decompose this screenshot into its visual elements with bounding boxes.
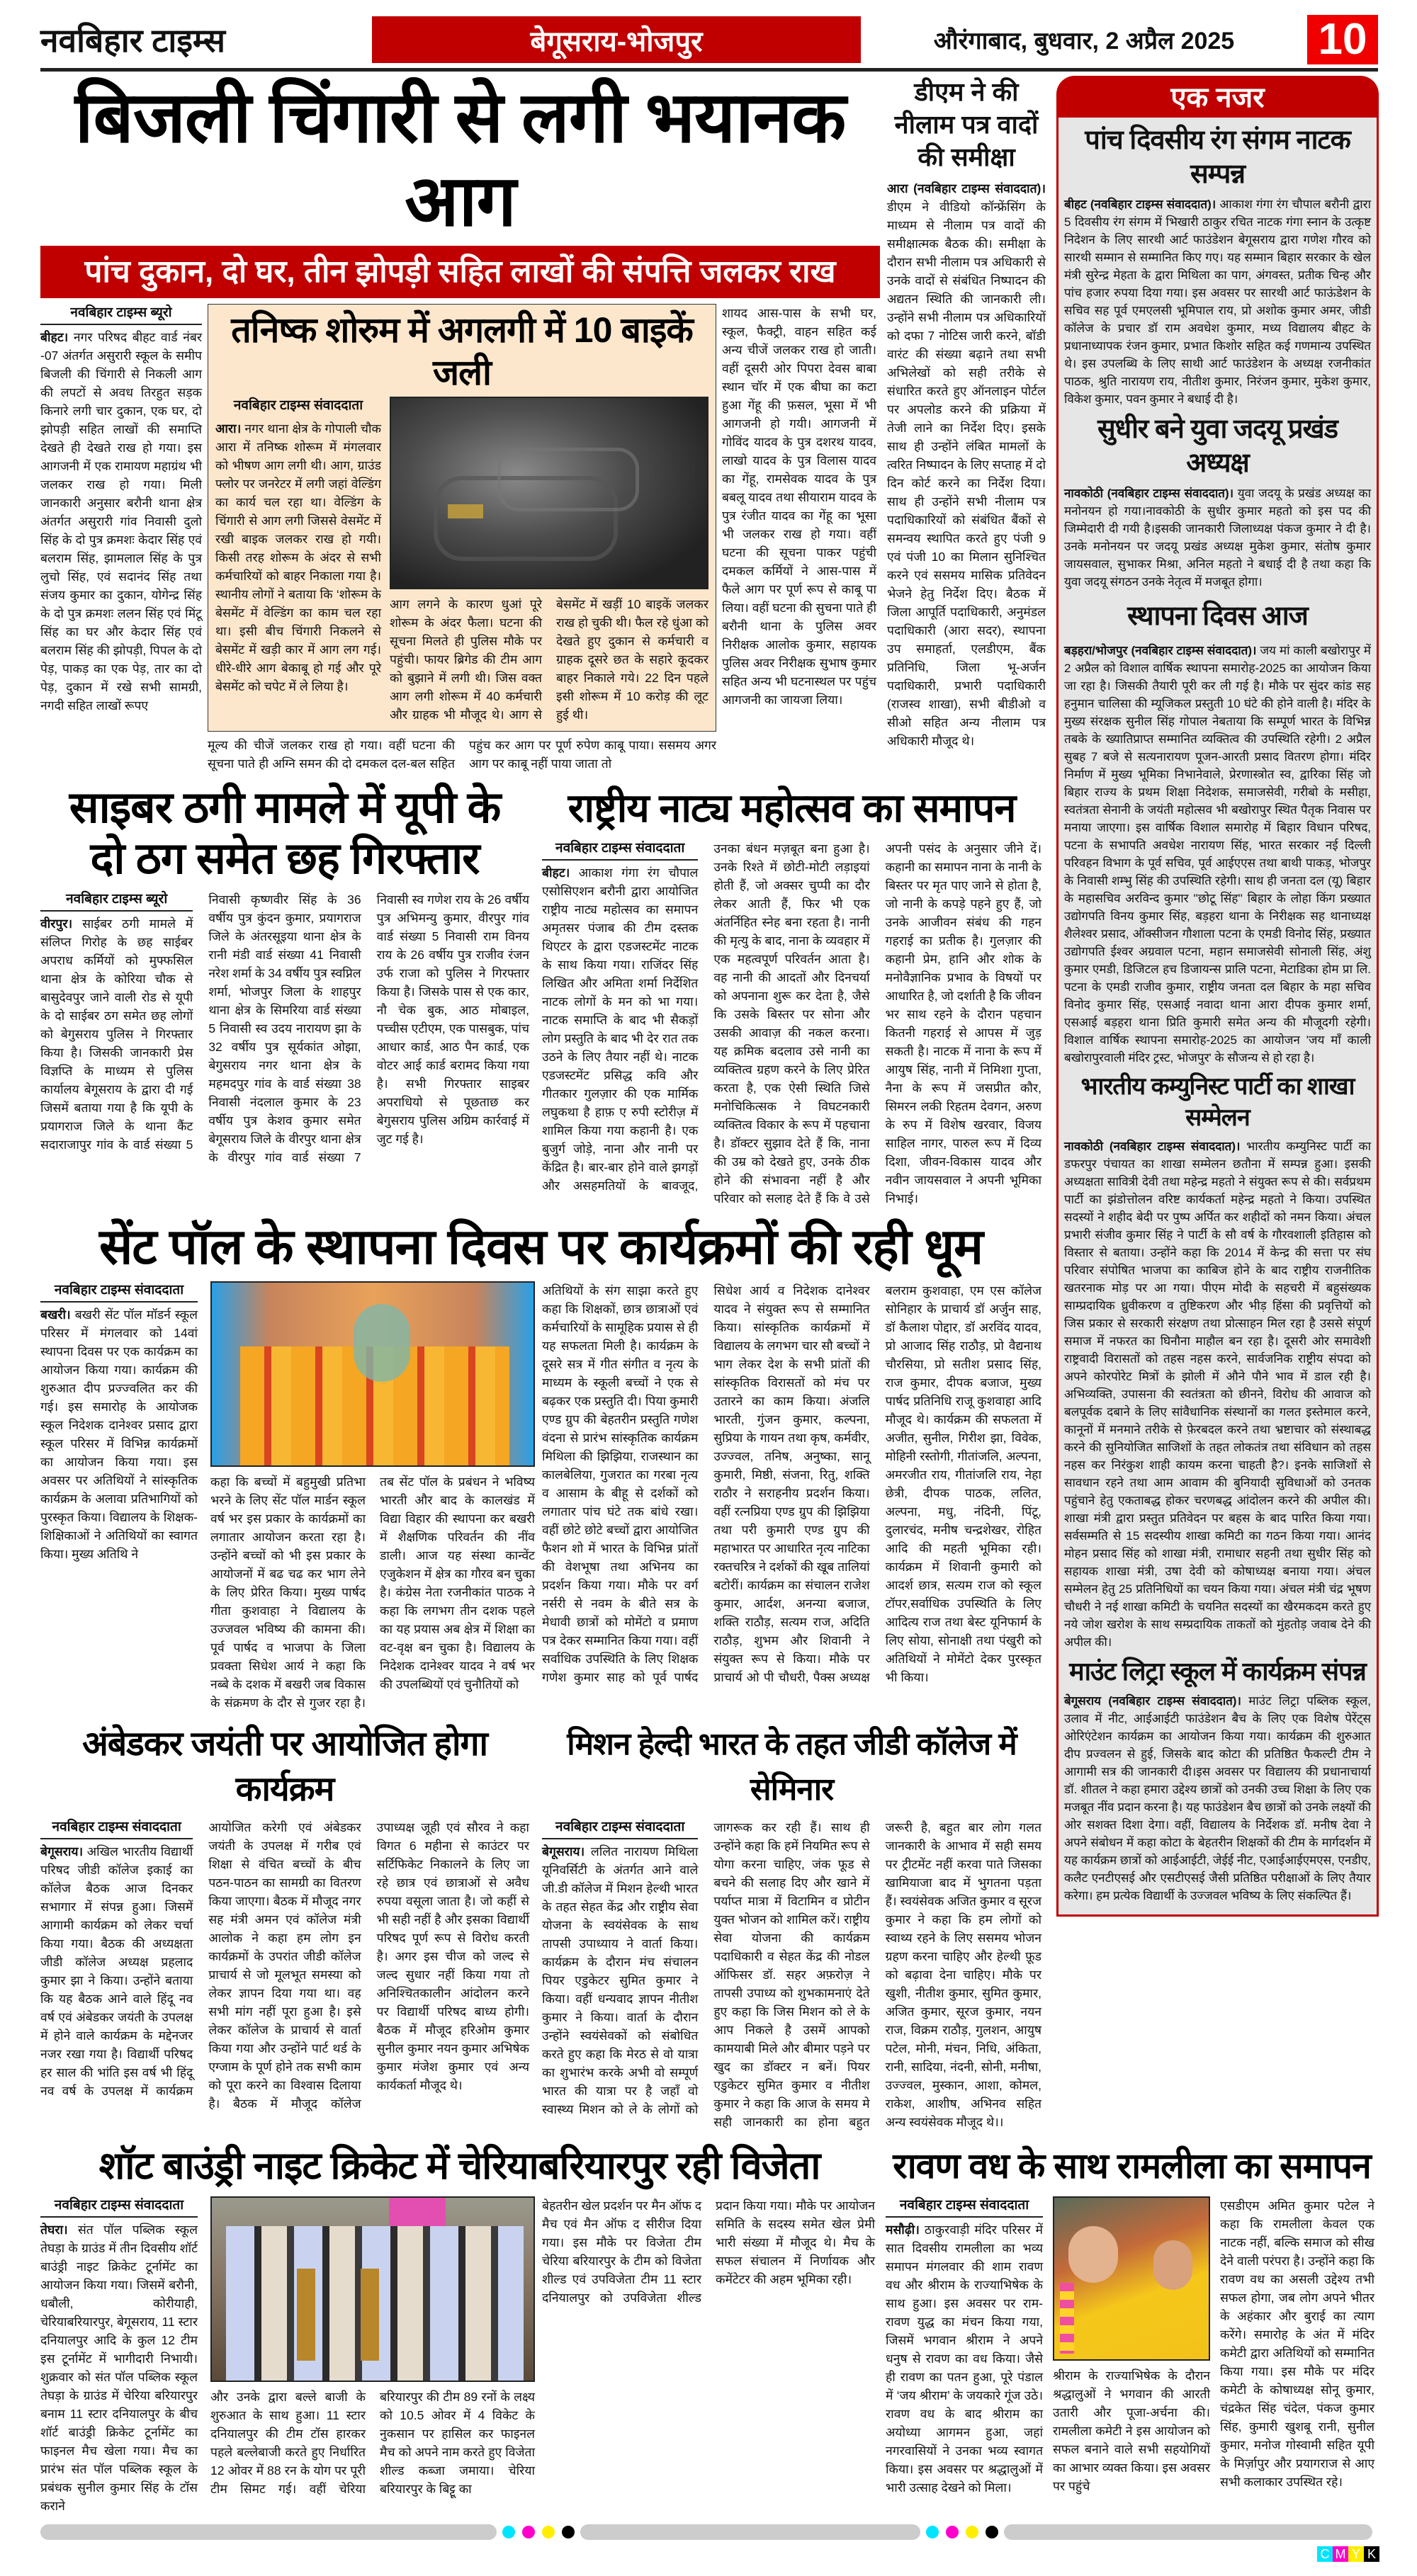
ramleela-headline: रावण वध के साथ रामलीला का समापन <box>893 2146 1371 2186</box>
lead-column-1 <box>40 304 202 715</box>
ambedkar-body <box>40 1818 529 2113</box>
brief-body: भारतीय कम्युनिस्ट पार्टी का डफरपुर पंचायत का शाखा सम्मेलन छतौना में सम्पन्न हुआ। इसकी अध्यक्षता सावित्री देवी तथा महेन्द्र महतो ने संयुक्त रूप से की। सर्वप्रथम पार्टी का झंडोत्तोलन वरिष्ट कार्यकर्ता महेन्द्र महतो ने किया। उपस्थित सदस्यों ने शहीद बेदी पर पुष्प अर्पित कर शहीदों को नमन किया। अंचल प्रभारी संजीव कुमार सिंह ने पार्टी के सौ वर्ष के गौरवशाली इतिहास को विस्तार से बताया। उन्होंने कहा कि 2014 में केन्द्र की सत्ता पर संघ परिवार संपोषित भाजपा का काबिज होने के बाद राष्ट्रीय राजनीतिक खतरनाक मोड़ पर आ गया। पीएम मोदी के सहचरी में बहुसंख्यक साम्प्रदायिक ध्रुवीकरण व तुष्टिकरण और भीड़ हिंसा की प्रवृत्तियों को जिस प्रकार से सरकारी संरक्षण तथा प्रोत्साहन मिल रहा है उससे संपूर्ण समाज में नफरत का घिनौना माहौल बन रहा है। दूसरी ओर समावेशी राष्ट्रवादी विरासतों को तहस नहस करने, सार्वजनिक राष्ट्रीय संपदा को अपने कोरपोरेट मित्रों के झोली में औने पौने भाव में डाल रही है। अभिव्यक्ति, उपासना की स्वतंत्रता को छीनने, विरोध की आवाज को बलपूर्वक दबाने के लिए सांवैधानिक संस्थानों का गलत इस्तेमाल करने, कानूनों में मनमाने तरीके से फ़ेरबदल करने तथा भ्रष्टाचार को संस्थाबद्ध करने की सुनियोजित साजिशों के तहत लोकतंत्र तथा संविधान को तहस नहस कर निरंकुश शाही कायम करना चाहती है?। इनके साजिशों से सावधान रहने तथा आम आवाम की बुनियादी सुविधाओं को उनतक पहुंचाने हेतु एकताबद्ध होकर चरणबद्ध आंदोलन करने की अपील की। शाखा मंत्री द्वारा प्रस्तुत प्रतिवेदन पर बहस के बाद पारित किया गया।सर्वसम्मति से 15 सदस्यीय शाखा कमिटी का गठन किया गया। आनंद मोहन प्रसाद सिंह को शाखा मंत्री, रामाधार सहनी तथा सुधीर सिंह को सहायक शाखा मंत्री, उषा देवी को कोषाध्यक्ष बनाया गया। अंचल सम्मेलन हेतु 25 प्रतिनिधियों का चयन किया गया। अंचल मंत्री चंद्र भूषण चौधरी ने नई शाखा कमिटी के चयनित सदस्यों का खैरमकदम करते हुए नये जोश खरोश के साथ सम्प्रदायिक ताकतों को मुंहतोड़ जवाब देने की अपील की। <box>1064 1140 1371 1649</box>
brief-item <box>1064 1655 1371 1905</box>
brief-item <box>1064 123 1371 408</box>
stpaul-column-right: अतिथियों के संग साझा करते हुए कहा कि शिक्षकों, छात्र छात्राओं एवं कर्मचारियों के सामूहिक प्रयास से ही यह सफलता मिली है। कार्यक्रम के दूसरे सत्र में गीत संगीत व नृत्य के माध्यम के स्कूली बच्चों ने एक से बढ़कर एक प्रस्तुति दी। पिया कुमारी एण्ड ग्रुप की बेहतरीन प्रस्तुति गणेश वंदना से प्रारंभ सांस्कृतिक कार्यक्रम मिथिला की झिझिया, राजस्थान का कालबेलिया, गुजरात का गरबा नृत्य व आसाम के बीहू से दर्शकों को लगातार पांच घंटे तक बांधे रखा। वहीं छोटे छोटे बच्चों द्वारा आयोजित फैशन शो में भारत के विभिन्न प्रांतों की वेशभूषा तथा अभिनय का प्रदर्शन किया गया। मौके पर वर्ग नर्सरी से नवम के बीते सत्र के मेधावी छात्रों को मोमेंटो व प्रमाण पत्र देकर सम्मानित किया गया। वहीं सर्वाधिक उपस्थिति के लिए शिक्षक गणेश कुमार साह को पूर्व पार्षद सिधेश आर्य व निदेशक दानेश्वर यादव ने संयुक्त रूप से सम्मानित किया। सांस्कृतिक कार्यक्रमों में विद्यालय के लगभग चार सौ बच्चों ने भाग लेकर देश के सभी प्रांतों की सांस्कृतिक विरासतों को मंच पर उतारने का काम किया। अंजलि भारती, गुंजन कुमार, कल्पना, सुप्रिया के गायन तथा कृष, कर्मवीर, उज्ज्वल, तनिष, अनुष्का, सानू कुमारी, मिष्ठी, संजना, रितु, शक्ति राठौर ने सराहनीय प्रदर्शन किया। वहीं रत्नप्रिया एण्ड ग्रुप की झिझिया तथा परी कुमारी एण्ड ग्रुप की महाभारत पर आधारित नृत्य नाटिका रक्तचरित्र ने दर्शकों की खूब तालियां बटोरीं। कार्यक्रम का संचालन राजेश कुमार, आर्दश, अनन्या बजाज, शक्ति राठौड़, सत्यम राज, अदिति राठौड़, शुभम और शिवानी ने संयुक्त रूप से किया। मौके पर प्राचार्य ओ पी चौधरी, पैक्स अध्यक्ष बलराम कुशवाहा, एम एस कॉलेज सोनिहार के प्राचार्य डॉ अर्जुन साह, डॉ कैलाश पोद्दार, डॉ अरविंद यादव, प्रो आजाद सिंह राठौड़, प्रो वैद्यनाथ चौरसिया, प्रो सतीश प्रसाद सिंह, राज कुमार, दीपक बजाज, मुख्य पार्षद प्रतिनिधि राजू कुशवाहा आदि मौजूद थे। कार्यक्रम की सफलता में अजीत, सुनील, गिरीश झा, विवेक, मोहिनी रस्तोगी, गीतांजलि, अल्पना, अमरजीत राय, गीतांजलि राय, नेहा छेत्री, दीपक पाठक, ललित, अल्पना, मधु, नंदिनी, पिंटू, दुलारचंद, मनीष चन्द्रशेखर, रोहित आदि की महती भूमिका रही। कार्यक्रम में शिवानी कुमारी को आदर्श छात्र, सत्यम राज को स्कूल टॉपर,सर्वाधिक उपस्थिति के लिए आदित्य राज तथा बेस्ट यूनिफार्म के लिए सोया, सोनाक्षी तथा पंखुरी को अतिथियों ने मोमेंटो देकर पुरस्कृत भी किया। <box>542 1283 1041 1684</box>
brief-dateline: बड़हरा/भोजपुर (नवबिहार टाइम्स संवाददात)। <box>1064 644 1257 657</box>
trophy-ceremony-photo <box>210 2196 535 2382</box>
stpaul-column-left <box>40 1281 198 1563</box>
cmyk-y: Y <box>1348 2546 1364 2562</box>
natya-headline: राष्ट्रीय नाट्य महोत्सव का समापन <box>568 785 1016 830</box>
stpaul-dateline: बखरी। <box>40 1307 71 1322</box>
lead-column-3: शायद आस-पास के सभी घर, स्कूल, फैक्ट्री, वाहन सहित कई अन्य चीजें जलकर राख हो जाती। वहीं दूसरी ओर पिपरा देवस बाबा स्थान चॉर में एक बीघा का कटा हुआ गेंहू की फ़सल, भूसा में भी आगजनी हो गयी। आगजनी में गोविंद यादव के पुत्र दशरथ यादव, लाखो यादव के पुत्र विलास यादव का गेंहू, रामसेवक यादव के पुत्र बबलू यादव तथा सीयाराम यादव के पुत्र रंजीत यादव का गेंहू का भूसा भी जलकर राख हो गया। वहीं घटना की सूचना पाकर पहुंची दमकल कर्मियों ने आस-पास में फैले आग पर पूर्ण रूप से काबू पा लिया। वहीं घटना की सुचना पाते ही बरौनी थाना के पुलिस अवर निरीक्षक आलोक कुमार, सहायक पुलिस अवर निरीक्षक सुभाष कुमार सहित अन्य भी घटनास्थल पर पहुंच आगजनी का जायजा लिया। <box>722 306 876 707</box>
cyber-text: साईबर ठगी मामले में संलिप्त गिरोह के छह साईबर अपराध कर्मियों को मुफ्फसिल थाना क्षेत्र के कोरिया चौक से बासुदेवपुर जाने वाली रोड से यूपी के दो साईबर ठग समेत छह लोगों को बेगुसराय पुलिस ने गिरफ्तार किया है। जिसकी जानकारी प्रेस विज्ञप्ति के माध्यम से पुलिस कार्यालय बेगूसराय के द्वारा दी गई जिसमें बताया गया है कि यूपी के प्रयागराज जिले के थाना कैंट सदाराजापुर गांव के वार्ड संख्या 5 निवासी कृष्णवीर सिंह के 36 वर्षीय पुत्र कुंदन कुमार, प्रयागराज जिले के अंतरसूइया थाना क्षेत्र के रानी मंडी वार्ड संख्या 41 निवासी नरेश शर्मा के 34 वर्षीय पुत्र स्वप्निल शर्मा, भोजपुर जिला के शाहपुर थाना क्षेत्र के सिमरिया वार्ड संख्या 5 निवासी स्व उदय नारायण झा के 32 वर्षीय पुत्र सूर्यकांत ओझा, बेगुसराय नगर थाना क्षेत्र के महमदपुर गांव के वार्ड संख्या 38 निवासी नंदलाल कुमार के 23 वर्षीय पुत्र केशव कुमार समेत बेगूसराय जिले के वीरपुर थाना क्षेत्र के वीरपुर गांव वार्ड संख्या 7 निवासी स्व गणेश राय के 26 वर्षीय पुत्र अभिमन्यु कुमार, वीरपुर गांव वार्ड संख्या 5 निवासी राम विनय राय के 26 वर्षीय पुत्र राजीव रंजन उर्फ राजा को पुलिस ने गिरफ्तार किया है। जिसके पास से एक कार, नौ चेक बुक, आठ मोबाइल, पच्चीस एटीएम, एक पासबुक, पांच आधार कार्ड, आठ पैन कार्ड, एक वोटर आई कार्ड बरामद किया गया है। सभी गिरफ्तार साइबर अपराधियो से पूछताछ कर बेगुसराय पुलिस अग्रिम कार्रवाई में जुट गई है। <box>40 892 529 1164</box>
ambedkar-text: अखिल भारतीय विद्यार्थी परिषद जीडी कॉलेज इकाई का कॉलेज बैठक आज दिनकर सभागार में संपन्न हुआ। जिसमें आगामी कार्यक्रम को लेकर चर्चा किया गया। बैठक की अध्यक्षता जीडी कॉलेज अध्यक्ष प्रहलाद कुमार झा ने किया। उन्होंने बताया कि यह बैठक आने वाले हिंदू नव वर्ष एवं अंबेडकर जयंती के उपलक्ष में होने वाले कार्यक्रम के मद्देनजर नजर रखा गया है। विद्यार्थी परिषद हर साल की भांति इस वर्ष भी हिंदू नव वर्ष के उपलक्ष में कार्यक्रम आयोजित करेगी एवं अंबेडकर जयंती के उपलक्ष में गरीब एवं शिक्षा से वंचित बच्चों के बीच पठन-पाठन का सामग्री का वितरण किया जाएगा। बैठक में मौजूद नगर सह मंत्री अमन एवं कॉलेज मंत्री आलोक ने कहा हम लोग इन कार्यक्रमों के उपरांत जीडी कॉलेज प्राचार्य से जो मूलभूत समस्या को लेकर ज्ञापन दिया गया था। वह सभी मांग नहीं पूरा हुआ है। इसे लेकर कॉलेज के प्राचार्य से वार्ता किया गया और उन्होंने पार्ट थर्ड के एग्जाम के पूर्ण होने तक सभी काम को पूरा करने का विश्वास दिलाया है। बैठक में मौजूद कॉलेज उपाध्यक्ष जूही एवं सौरव ने कहा विगत 6 महीना से काउंटर पर सर्टिफिकेट निकालने के लिए जा रहे छात्र एवं छात्राओं से अवैध रुपया वसूला जाता है। जो कहीं से भी सही नहीं है और इसका विद्यार्थी परिषद पूर्ण रूप से विरोध करती है। अगर इस चीज को जल्द से जल्द सुधार नहीं किया गया तो अनिश्चितकालीन आंदोलन करने पर विद्यार्थी परिषद बाध्य होगी। बैठक में मौजूद हरिओम कुमार सुनील कुमार नयन कुमार अभिषेक कुमार मंजेश कुमार एवं अन्य कार्यकर्ता मौजूद थे। <box>40 1820 529 2111</box>
tanishq-headline: तनिष्क शोरुम में अगलगी में 10 बाइकें जली <box>231 310 693 392</box>
cyber-body <box>40 890 529 1167</box>
brief-body: युवा जदयू के प्रखंड अध्यक्ष का मनोनयन हो गया।नावकोठी के सुधीर कुमार महतो को इस पद की जिम्मेदारी दी गयी है।इसकी जानकारी जिलाध्यक्ष पंकज कुमार ने दी है। उनके मनोनयन पर जदयू प्रखंड अध्यक्ष मुकेश कुमार, संतोष कुमार जायसवाल, सुभाकर मिश्रा, अनिल महतो ने बधाई दी है तथा कहा कि युवा जदयू संगठन उनके नेतृत्व में मजबूत होगा। <box>1064 487 1371 589</box>
page-number: 10 <box>1307 15 1378 64</box>
brief-headline: पांच दिवसीय रंग संगम नाटक सम्पन्न <box>1085 125 1350 189</box>
brief-item <box>1064 412 1371 591</box>
tanishq-byline: नवबिहार टाइम्स संवाददाता <box>233 398 363 413</box>
dm-body: डीएम ने वीडियो कॉन्फ्रेंसिंग के माध्यम से नीलाम पत्र वादों की समीक्षात्मक बैठक की। समीक्षा के दौरान सभी नीलाम पत्र अधिकारी से उनके वादों से संबंधित निष्पादन की अद्यतन स्थिति की जानकारी ली। उन्होंने सभी नीलाम पत्र अधिकारियों को दफा 7 नोटिस जारी करने, बॉडी वारंट की संख्या बढ़ाने तथा सभी अभिलेखों को सही तरीके से संधारित करते हुए ऑनलाइन पोर्टल पर अपलोड करने की प्रक्रिया में तेजी लाने का निर्देश दिए। इसके साथ ही उन्होंने लंबित मामलों के त्वरित निष्पादन के लिए सप्ताह में दो दिन कोर्ट करने का निर्देश दिया। साथ ही उन्होंने सभी नीलाम पत्र पदाधिकारियों को संबंधित बैंकों से समन्वय स्थापित करते हुए पंजी 9 एवं पंजी 10 का मिलान सुनिश्चित करने एवं ससमय मासिक प्रतिवेदन भेजने हेतु निर्देश दिए। बैठक में जिला आपूर्ति पदाधिकारी, अनुमंडल पदाधिकारी (आरा सदर), स्थापना उप समाहर्ता, एलडीएम, बैंक प्रतिनिधि, जिला भू-अर्जन पदाधिकारी, प्रभारी पदाधिकारी (राजस्व शाखा), सभी बीडीओ व सीओ सहित अन्य नीलाम पत्र अधिकारी मौजूद थे। <box>887 200 1046 748</box>
ek-nazar-box <box>1056 115 1379 1917</box>
registration-bar <box>40 2524 1372 2541</box>
dateline: औरंगाबाद, बुधवार, 2 अप्रैल 2025 <box>933 28 1235 55</box>
brief-body: माउंट लिट्रा पब्लिक स्कूल, उलाव में नीट, आईआईटी फाउंडेशन बैच के लिए एक विशेष पेरेंट्स ओरिएंटेशन कार्यक्रम का आयोजन किया गया। कार्यक्रम की शुरुआत दीप प्रज्वलन से हुई, जिसके बाद कोटा की प्रतिष्ठित फैकल्टी टीम ने आगामी सत्र की जानकारी दी।इस अवसर पर विद्यालय की प्रधानाचार्या डॉ. शीतल ने कहा हमारा उद्देश्य छात्रों को उनकी उच्च शिक्षा के लिए एक मजबूत नींव प्रदान करना है। यह फाउंडेशन बैच छात्रों को उनके लक्ष्यों की ओर सशक्त दिशा देगा। वहीं, विद्यालय के निर्देशक डॉ. मनीष देवा ने अपने संबोधन में कहा कोटा के बेहतरीन शिक्षकों की टीम के मार्गदर्शन में यह कार्यक्रम छात्रों को आईआईटी, जेईई नीट, एआईआईएमएस, एनडीए, कलैट एनटीएसई और एसटीएसई जैसी प्रतिष्ठित परीक्षाओं के लिए तैयार करेगा। हम प्रत्येक विद्यार्थी के उज्जवल भविष्य के लिए संकल्पित हैं। <box>1064 1694 1371 1902</box>
edition-name: बेगूसराय-भोजपुर <box>530 25 703 57</box>
ram-lakshman-actors-photo <box>1053 2196 1210 2361</box>
natya-text: आकाश गंगा रंग चौपाल एसोसिएशन बरौनी द्वारा आयोजित राष्ट्रीय नाट्य महोत्सव का समापन अमृतसर पंजाब की टीम दस्तक थिएटर के द्वारा एडजस्टमेंट नाटक के साथ किया गया। राजिंदर सिंह लिखित और अमिता शर्मा निर्देशित नाटक लोगों के मन को भा गया। नाटक समाप्ति के बाद भी सैकड़ों लोग प्रस्तुति के बाद भी देर रात तक उठने के लिए तैयार नहीं थे। नाटक एडजस्टमेंट प्रसिद्ध कवि और गीतकार गुलज़ार की एक मार्मिक लघुकथा है हाफ़ ए रुपी स्टोरीज़ में शामिल किया गया कहानी है। एक बुजुर्ग जोड़े, नाना और नानी पर केंद्रित है। बार-बार होने वाले झगड़ों और असहमतियों के बावजूद, उनका बंधन मज़बूत बना हुआ है। उनके रिश्ते में छोटी-मोटी लड़ाइयां होती हैं, जो अक्सर चुप्पी का दौर लेकर आती हैं, फिर भी एक अंतर्निहित स्नेह बना रहता है। नानी की मृत्यु के बाद, नाना के व्यवहार में एक महत्वपूर्ण परिवर्तन आता है। वह नानी की आदतों और दिनचर्या को अपनाना शुरू कर देता है, जैसे कि उसके बिस्तर पर सोना और उसकी आवाज़ की नकल करना। यह क्रमिक बदलाव उसे नानी का व्यक्तित्व ग्रहण करने के लिए प्रेरित करता है, एक ऐसी स्थिति जिसे मनोचिकित्सक ने विघटनकारी व्यक्तित्व विकार के रूप में पहचाना है। डॉक्टर सुझाव देते हैं कि, नाना की उम्र को देखते हुए, उनके ठीक होने की संभावना नहीं है और परिवार को सलाह देते हैं कि वे उसे अपनी पसंद के अनुसार जीने दें। कहानी का समापन नाना के नानी के बिस्तर पर मृत पाए जाने से होता है, जो नानी के कपड़े पहने हुए हैं, जो उनके आजीवन संबंध की गहन गहराई का प्रतीक है। गुलज़ार की कहानी प्रेम, हानि और शोक के मनोवैज्ञानिक प्रभाव के विषयों पर आधारित है, जो दर्शाती है कि जीवन भर साथ रहने के दौरान पहचान कितनी गहराई से आपस में जुड़ सकती है। नाटक में नाना के रूप में आयुष सिंह, नानी में निमिशा गुप्ता, नैना के रूप में जसप्रीत कौर, सिमरन लकी रिहतम देवगन, अरुण के रुप में विशेष खरवार, विजय साहिल नागर, पारुल रूप में दिव्य दिशा, जीवन-विकास यादव और नवीन जायसवाल ने अपनी भूमिका निभाई। <box>542 841 1041 1205</box>
natya-dateline: बीहट। <box>542 866 570 880</box>
cmyk-m: M <box>1333 2546 1348 2562</box>
ek-nazar-title: एक नजर <box>1170 81 1265 113</box>
fire-damaged-bikes-photo <box>390 397 708 589</box>
cyber-byline: नवबिहार टाइम्स ब्यूरो <box>40 890 193 912</box>
cyber-headline <box>40 783 529 885</box>
brief-headline: सुधीर बने युवा जदयू प्रखंड अध्यक्ष <box>1097 414 1338 478</box>
ramleela-byline: नवबिहार टाइम्स संवाददाता <box>886 2196 1043 2218</box>
dm-story <box>887 76 1046 750</box>
lead-dateline: बीहट। <box>40 330 69 344</box>
mission-body <box>542 1818 1041 2131</box>
cricket-text-left: संत पॉल पब्लिक स्कूल तेघड़ा के ग्राउंड में तीन दिवसीय शॉर्ट बाउंड्री नाइट क्रिकेट टूर्नामेंट का आयोजन किया गया। जिसमें बरौनी, धबौली, कोरीयाही, चेरियाबरियारपुर, बेगूसराय, 11 स्टार दनियालपुर आदि के कुल 12 टीम इस टूर्नामेंट में भागीदारी निभायी। शुक्रवार को संत पॉल पब्लिक स्कूल तेघड़ा के ग्राउंड में चेरिया बरियारपुर बनाम 11 स्टार दनियालपुर के बीच शॉर्ट बाउंड्री क्रिकेट टूर्नामेंट का फाइनल मैच खेला गया। मैच का प्रारंभ संत पॉल पब्लिक स्कूल के प्रबंधक सुनील कुमार सिंह के टॉस कराने <box>40 2223 198 2513</box>
stpaul-byline: नवबिहार टाइम्स संवाददाता <box>40 1281 198 1303</box>
lead-subheadline: पांच दुकान, दो घर, तीन झोपड़ी सहित लाखों की संपत्ति जलकर राख <box>84 254 836 289</box>
brief-dateline: नावकोठी (नवबिहार टाइम्स संवाददात)। <box>1064 487 1234 500</box>
brief-headline: माउंट लिट्रा स्कूल में कार्यक्रम संपन्न <box>1069 1657 1366 1686</box>
ramleela-column-left <box>886 2196 1043 2497</box>
dm-dateline: आरा (नवबिहार टाइम्स संवाददात)। <box>887 181 1046 195</box>
brief-body: जय मां काली बखोरापुर में 2 अप्रैल को विशाल वार्षिक स्थापना समारोह-2025 का आयोजन किया जा रहा है। जिसकी तैयारी पूरी कर ली गई है। मौके पर सुंदर कांड सह हनुमान चालिसा की म्यूजिकल प्रस्तुती 10 घंटे की होने वाली है। मंदिर के मुख्य संरक्षक सुनील सिंह गोपाल नेबताया कि सम्पूर्ण भारत के विभिन्न तबके के ख्यातिप्राप्त सम्मानित व्यक्तित्व की उपस्थिति रहेगी। 2 अप्रैल सुबह 7 बजे से सत्यनारायण पूजन-आरती प्रसाद वितरण होगा। मंदिर निर्माण में मुख्य भूमिका निभानेवाले, प्रेरणास्त्रोत स्व, द्वारिका सिंह जो बिहार राज्य के प्रथम शिक्षा निदेशक, समाजसेवी, गरीबो के मसीहा, स्वतंत्रता सेनानी के जयंती महोत्सव भी बखोरापुर स्थित पैतृक निवास पर मनाया जाएगा। इस वार्षिक विशाल समारोह में बिहार विधान परिषद, पटना के सभापति अवधेश नारायण सिंह, भारत सरकार नई दिल्ली परिवहन विभाग के पूर्व सचिव, पूर्व आईएएस तथा बाथी पाकड़, भोजपुर के निवासी शम्भु सिंह की उपस्थिति रहेगी। साथ ही जनता दल (यू) बिहार के महासचिव अरविन्द कुमार ''छोटू सिंह'' बिहार के लोहा किंग प्रख्यात उद्योगपति विनय कुमार सिंह, बड़हरा थाना के निरीक्षक सह थानाध्यक्ष शैलेश्वर प्रसाद, ऑक्सीजन गौशाला पटना के एमडी विनोद सिंह, प्रख्यात उद्योगपति ईश्वर अग्रवाल पटना, महान समाजसेवी सोनाली सिंह, अंशु कुमार एमडी, डिजिटल हच डिजायन्स प्रालि पटना, मेटाडिका होम प्रा लि. पटना के एमडी राजीव कुमार, राष्ट्रीय जनता दल बिहार के महा सचिव विनोद कुमार सिंह, एसआई नवादा थाना आरा दीपक कुमार शर्मा, एसआई बड़हरा थाना प्रिति कुमारी समेत अन्य की मौजूदगी रहेगी। विशाल वार्षिक स्थापना समारोह-2025 का आयोजन 'जय माँ काली बखोरापुरवाली मंदिर ट्रस्ट, भोजपुर' के सौजन्य से हो रहा है। <box>1064 644 1371 1065</box>
stpaul-headline: सेंट पॉल के स्थापना दिवस पर कार्यक्रमों की रही धूम <box>98 1219 983 1274</box>
tanishq-column-1 <box>215 397 381 696</box>
paper-name: नवबिहार टाइम्स <box>40 22 225 59</box>
brief-dateline: बीहट (नवबिहार टाइम्स संवाददात)। <box>1064 198 1216 211</box>
ambedkar-dateline: बेगूसराय। <box>40 1844 84 1859</box>
dance-performance-photo <box>210 1281 535 1467</box>
cyber-headline-line-2: दो ठग समेत छह गिरफ्तार <box>90 834 480 883</box>
tanishq-dateline: आरा। <box>215 421 242 436</box>
mission-dateline: बेगूसराय। <box>542 1844 585 1859</box>
lead-subheadline-bar <box>40 246 880 298</box>
stpaul-column-mid: कहा कि बच्चों में बहुमुखी प्रतिभा भरने के लिए सेंट पॉल मार्डन स्कूल वर्ष भर इस प्रकार के कार्यक्रमों का लगातार आयोजन करता रहा है। उन्होंने बच्चों को भी इस प्रकार के आयोजनों में बढ चढ कर भाग लेने के लिए प्रेरित किया। मुख्य पार्षद गीता कुशवाहा ने विद्यालय के उज्जवल भविष्य की कामना की। पूर्व पार्षद व भाजपा के जिला प्रवक्ता सिधेश आर्य ने कहा कि नब्बे के दशक में बखरी जब विकास के संक्रमण के दौर से गुजर रहा है। तब सेंट पॉल के प्रबंधन ने भविष्य भारती और बाद के कालखंड में विद्या विहार की स्थापना कर बखरी में शैक्षणिक परिवर्तन की नींव डाली। आज यह संस्था कान्वेंट एजुकेशन में क्षेत्र का गौरव बन चुका है। कंग्रेस नेता रजनीकांत पाठक ने कहा कि लगभग तीन दशक पहले का यह प्रयास अब क्षेत्र में शिक्षा का वट-वृक्ष बन चुका है। विद्यालय के निदेशक दानेश्वर यादव ने वर्ष भर की उपलब्धियों एवं चुनौतियों को <box>210 1475 535 1710</box>
ramleela-text-left: ठाकुरवाड़ी मंदिर परिसर में सात दिवसीय रामलीला का भव्य समापन मंगलवार की शाम रावण वध और श्रीराम के राज्याभिषेक के साथ हुआ। इस अवसर पर राम-रावण युद्ध का मंचन किया गया, जिसमें भगवान श्रीराम ने अपने धनुष से रावण का वध किया। जैसे ही रावण का पतन हुआ, पूरे पंडाल में ‘जय श्रीराम’ के जयकारे गूंज उठे। रावण वध के बाद श्रीराम का अयोध्या आगमन हुआ, जहां नगरवासियों ने उनका भव्य स्वागत किया। इस अवसर पर श्रद्धालुओं में भारी उत्साह देखने को मिला। <box>886 2223 1043 2495</box>
masthead-rule <box>40 68 1378 72</box>
cricket-headline: शॉट बाउंड्री नाइट क्रिकेट में चेरियाबरियारपुर रही विजेता <box>98 2145 820 2187</box>
natya-body <box>542 839 1041 1208</box>
mission-byline: नवबिहार टाइम्स संवाददाता <box>542 1818 698 1839</box>
cricket-dateline: तेघरा। <box>40 2223 68 2237</box>
cmyk-k: K <box>1364 2546 1379 2562</box>
mission-headline: मिशन हेल्दी भारत के तहत जीडी कॉलेज में सेमिनार <box>567 1727 1017 1807</box>
ramleela-column-mid: श्रीराम के राज्याभिषेक के दौरान श्रद्धालुओं ने भगवान की आरती उतारी और पूजा-अर्चना की। रामलीला कमेटी ने इस आयोजन को सफल बनाने वाले सभी सहयोगियों का आभार व्यक्त किया। इस अवसर पर पहुंचे <box>1053 2368 1210 2493</box>
tanishq-story-box <box>208 304 716 732</box>
cricket-column-mid: और उनके द्वारा बल्ले बाजी के शुरुआत के साथ हुआ। 11 स्टार दनियालपुर की टीम टॉस हारकर पहले बल्लेबाजी करते हुए निर्धारित 12 ओवर में 88 रन के योग पर पूरी टीम सिमट गई। वहीं चेरिया बरियारपुर की टीम 89 रनों के लक्ष्य को 10.5 ओवर में 4 विकेट के नुकसान पर हासिल कर फाइनल मैच को अपने नाम करते हुए विजेता शील्ड कब्जा जमाया। चेरिया बरियारपुर के बिट्टू का <box>210 2390 535 2496</box>
lead-column-2: मूल्य की चीजें जलकर राख हो गया। वहीं घटना की सूचना पाते ही अग्नि समन की दो दमकल दल-बल सहित पहुंच कर आग पर पूर्ण रुपेण काबू पाया। ससमय अगर आग पर काबू नहीं पाया जाता तो <box>208 738 716 771</box>
ambedkar-headline: अंबेडकर जयंती पर आयोजित होगा कार्यक्रम <box>82 1725 487 1808</box>
brief-dateline: नावकोठी (नवबिहार टाइम्स संवाददात)। <box>1064 1140 1241 1153</box>
dm-headline: डीएम ने की नीलाम पत्र वादों की समीक्षा <box>894 77 1039 171</box>
ramleela-dateline: मसौढ़ी। <box>886 2223 920 2237</box>
brief-headline: स्थापना दिवस आज <box>1127 601 1308 631</box>
brief-dateline: बेगूसराय (नवबिहार टाइम्स संवाददात)। <box>1064 1694 1241 1708</box>
lead-headline: बिजली चिंगारी से लगी भयानक आग <box>74 78 846 241</box>
ambedkar-byline: नवबिहार टाइम्स संवाददाता <box>40 1818 193 1839</box>
stpaul-text-left: बखरी सेंट पॉल मॉडर्न स्कूल परिसर में मंगलवार को 14वां स्थापना दिवस पर एक कार्यक्रम का आयोजन किया गया। कार्यक्रम की शुरुआत दीप प्रज्ज्वलित कर की गई। इस समारोह के आयोजक स्कूल निदेशक दानेश्वर प्रसाद द्वारा स्कूल परिसर में विभिन्न कार्यक्रमों का आयोजन किया गया। इस अवसर पर अतिथियों ने सांस्कृतिक कार्यक्रम के अलावा प्रतिभागियों को पुरस्कृत किया। विद्यालय के शिक्षक-शिक्षिकाओं ने अतिथियों का स्वागत किया। मुख्य अतिथि ने <box>40 1307 198 1561</box>
lead-body-1: नगर परिषद बीहट वार्ड नंबर -07 अंतर्गत असुरारी स्कूल के समीप बिजली की चिंगारी से निकली आग की लपटों से अवध तिरहुत सड़क किनारे लगी चार दुकान, एक घर, दो झोपड़ी सहित लाखों की समाप्ति देखते ही देखते राख हो गया। इस आगजनी में एक रामायण महाग्रंथ भी जलकर राख हो गया। मिली जानकारी अनुसार बरौनी थाना क्षेत्र अंतर्गत असुरारी गांव निवासी दुलो सिंह के दो पुत्र क्रमशः केदार सिंह एवं बलराम सिंह, झामलाल सिंह के पुत्र लुचो सिंह, एवं सदानंद सिंह तथा संजय कुमार का दुकान, योगेन्द्र सिंह के दो पुत्र क्रमशः ललन सिंह एवं मिंटू सिंह का घर और केदार सिंह एवं बलराम सिंह की झोपड़ी, पिपल के दो पेड़, पाकड़ का एक पेड़, तार का दो पेड़, दुकान में रखे सभी सामग्री, नगदी सहित लाखों रूपए <box>40 330 202 713</box>
ramleela-column-right: एसडीएम अमित कुमार पटेल ने कहा कि रामलीला केवल एक नाटक नहीं, बल्कि समाज को सीख देने वाली परंपरा है। उन्होंने कहा कि रावण वध का असली उद्देश्य तभी सफल होगा, जब लोग अपने भीतर के अहंकार और बुराई का त्याग करेंगे। समारोह के अंत में मंदिर कमेटी द्वारा अतिथियों को सम्मानित किया गया। इस मौके पर मंदिर कमेटी के कोषाध्यक्ष सोनू कुमार, चंद्रकेत सिंह चंदेल, पंकज कुमार सिंह, कुमारी खुशबू रानी, सुनील कुमार, मनोज गोस्वामी सहित यूपी के मिर्ज़ापुर और प्रयागराज से आए सभी कलाकार उपस्थित रहे। <box>1220 2198 1374 2489</box>
brief-item <box>1064 599 1371 1067</box>
brief-headline: भारतीय कम्युनिस्ट पार्टी का शाखा सम्मेलन <box>1080 1073 1355 1131</box>
masthead <box>40 14 1378 65</box>
cricket-column-right: बेहतरीन खेल प्रदर्शन पर मैन ऑफ द मैच एवं मैन ऑफ द सीरीज दिया गया। इस मौके पर विजेता टीम चेरिया बरियारपुर के टीम को विजेता शील्ड एवं उपविजेता टीम 11 स्टार दनियालपुर को उपविजेता शील्ड प्रदान किया गया। मौके पर आयोजन समिति के सदस्य समेत खेल प्रेमी भारी संख्या में मौजूद थे। मैच के सफल संचालन में निर्णायक और कमेंटेटर की अहम भूमिका रही। <box>542 2198 875 2305</box>
tanishq-column-2: आग लगने के कारण धुआं पूरे शोरूम के अंदर फैला। घटना की सूचना मिलते ही पुलिस मौके पर पहुंची। फायर ब्रिगेड की टीम आग को बुझाने में लगी थी। जिस वक्त आग लगी शोरूम में 40 कर्मचारी और ग्राहक भी मौजूद थे। आग से बेसमेंट में खड़ीं 10 बाइकें जलकर राख हो चुकी थी। फैल रहे धुंआ को देखते हुए दुकान से कर्मचारी व ग्राहक दूसरे छत के सहारे कूदकर बाहर निकाले गये। 22 दिन पहले इसी शोरूम में 10 करोड़ की लूट हुई थी। <box>390 597 708 722</box>
cmyk-marker <box>1317 2546 1379 2562</box>
ek-nazar-header <box>1056 76 1379 115</box>
cricket-byline: नवबिहार टाइम्स संवाददाता <box>40 2196 198 2218</box>
natya-byline: नवबिहार टाइम्स संवाददाता <box>542 839 698 861</box>
cyber-headline-line-1: साइबर ठगी मामले में यूपी के <box>69 783 501 832</box>
brief-body: आकाश गंगा रंग चौपाल बरौनी द्वारा 5 दिवसीय रंग संगम में भिखारी ठाकुर रचित नाटक गंगा स्नान के उत्कृष्ट निदेशन के लिए सारथी आर्ट फाउंडेशन बेगूसराय द्वारा गणेश गौरव को सारथी सम्मान से सम्मानित किए गए। यह सम्मान बिहार सरकार के खेल मंत्री सुरेन्द्र मेहता के द्वारा मिथिला का पाग, अंगवस्त, प्रतीक चिन्ह और पांच हजार रुपया दिया गया। इस अवसर पर सारथी आर्ट फाऊंडेशन के सचिव सह पूर्व एमएलसी भूमिपाल राय, प्रो अशोक कुमार अमर, जीडी कॉलेज के प्रचार डॉ राम अवधेश कुमार, मध्य विद्यालय बीहट के प्रधानाध्यापक रंजन कुमार, प्रभात किशोर सहित कई गणमान्य उपस्थित थे। इस उपलब्धि के लिए साथी आर्ट फाउंडेशन के अध्यक्ष रजनीकांत पाठक, श्रुति नारायण राय, नीतीश कुमार, निरंजन कुमार, मुकेश कुमार, विकेश कुमार, पवन कुमार ने बधाई दी है। <box>1064 198 1371 406</box>
mission-text: ललित नारायण मिथिला यूनिवर्सिटी के अंतर्गत आने वाले जी.डी कॉलेज में मिशन हेल्थी भारत के तहत सेहत केंद्र और राष्ट्रीय सेवा योजना के स्वयंसेवक के साथ तापसी उपाध्याय ने वार्ता किया। कार्यक्रम के दौरान मंच संचालन पियर एडुकेटर सुमित कुमार ने किया। वहीं धन्यवाद ज्ञापन नीतीश कुमार ने किया। वार्ता के दौरान उन्होंने स्वयंसेवकों को संबोधित करते हुए कहा कि मेरठ से वो यात्रा का शुभारंभ करके अभी वो सम्पूर्ण भारत की यात्रा पर है जहाँ वो स्वास्थ्य मिशन को ले के लोगों को जागरूक कर रही हैं। साथ ही उन्होंने कहा कि हमें नियमित रूप से योगा करना चाहिए, जंक फूड से बचने की सलाह दिए और खाने में पर्याप्त मात्रा में विटामिन व प्रोटीन युक्त भोजन को शामिल करें। राष्ट्रीय सेवा योजना की कार्यक्रम पदाधिकारी व सेहत केंद्र की नोडल ऑफिसर डॉ. सहर अफ़रोज़ ने तापसी उपाध्य को शुभकामनाएं देते हुए कहा कि जिस मिशन को ले के आप निकले है उसमें आपको कामयाबी मिले और बीमार पड़ने पर खुद का डॉक्टर न बनें। पियर एडुकेटर सुमित कुमार व नीतीश कुमार ने कहा कि आज के समय मे सही जानकारी का होना बहुत जरूरी है, बहुत बार लोग गलत जानकारी के आभाव में सही समय पर ट्रीटमेंट नहीं करवा पाते जिसका खामियाजा बाद में भुगतना पड़ता हैं। स्वयंसेवक अजित कुमार व सूरज कुमार ने कहा कि हम लोगों को स्वाथ्य रहने के लिए ससमय भोजन ग्रहण करना चाहिए और हेल्थी फ़ूड को बढ़ावा देना चाहिए। मौके पर खुशी, नीतीश कुमार, सुमित कुमार, अजित कुमार, सूरज कुमार, नयन राज, विक्रम राठौड़, गुलशन, आयुष पटेल, मोनी, मंचन, निधि, अंकिता, रानी, सादिया, नंदनी, सोनी, मनीषा, उज्ज्वल, मुस्कान, आशा, कोमल, राकेश, आशीष, अभिनव सहित अन्य स्वयंसेवक मौजूद थे।। <box>542 1820 1041 2129</box>
edition-banner <box>372 16 861 63</box>
cyber-dateline: वीरपुर। <box>40 917 73 931</box>
tanishq-body-1: नगर थाना क्षेत्र के गोपाली चौक आरा में तनिष्क शोरूम में मंगलवार को भीषण आग लगी थी। आग, ग्राउंड फ्लोर पर जनरेटर में लगी जहां वेल्डिंग का कार्य चल रहा था। वेल्डिंग के चिंगारी से आग लगी जिससे वेसमेंट में रखी बाइक जलकर राख हो गयी। किसी तरह शोरूम के अंदर से सभी कर्मचारियों को बाहर निकाला गया है। स्थानीय लोगों ने बताया कि ‘शोरूम के बेसमेंट में वेल्डिंग का काम चल रहा था। इसी बीच चिंगारी निकलने से बेसमेंट में खड़ी कार में आग लग गई। धीरे-धीरे आग बेकाबू हो गई और पूरे बेसमेंट को चपेट में ले लिया है। <box>215 421 381 693</box>
lead-byline: नवबिहार टाइम्स ब्यूरो <box>40 304 202 325</box>
cricket-column-left <box>40 2196 198 2515</box>
brief-item <box>1064 1071 1371 1651</box>
cmyk-c: C <box>1317 2546 1333 2562</box>
